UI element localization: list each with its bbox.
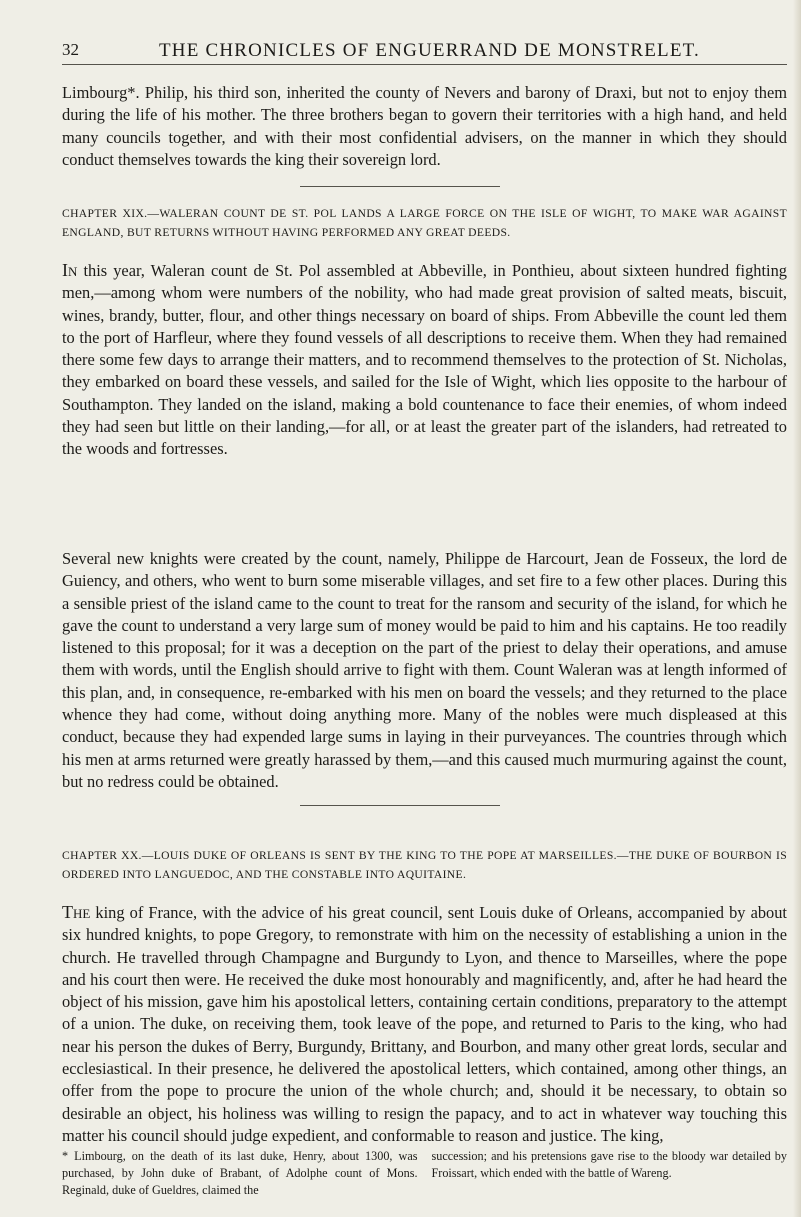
- opening-paragraph: Limbourg*. Philip, his third son, inherited the county of Nevers and barony of Draxi, but not to enjoy them during the life of his mother. The three brothers began to govern their territories with a high hand, and held many councils together, and with their most confidential advisers, on the manner in which they should conduct themselves towards the king their sovereign lord.: [62, 83, 787, 169]
- section-divider: [300, 805, 500, 806]
- paragraph-text: this year, Waleran count de St. Pol assembled at Abbeville, in Ponthieu, about sixteen hundred fighting men,—among whom were numbers of the nobility, who had made great provision of salted meats, biscuit, wines, brandy, butter, flour, and other things necessary on board of ships. From Abbeville the count led them to the port of Harfleur, where they found vessels of all descriptions to receive them. When they had remained there some few days to arrange their matters, and to recommend themselves to the protection of St. Nicholas, they embarked on board these vessels, and sailed for the Isle of Wight, which lies opposite to the harbour of Southampton. They landed on the island, making a bold countenance to face their enemies, of whom indeed they had seen but little on their landing,—for all, or at least the greater part of the islanders, had retreated to the woods and fortresses.: [62, 261, 787, 459]
- chapter-19-paragraph-1: [62, 259, 787, 461]
- chapter-19-heading: CHAPTER XIX.—WALERAN COUNT DE ST. POL LANDS A LARGE FORCE ON THE ISLE OF WIGHT, TO MAKE WAR AGAINST ENGLAND, BUT RETURNS WITHOUT HAVING PERFORMED ANY GREAT DEEDS.: [62, 207, 787, 239]
- running-title: THE CHRONICLES OF ENGUERRAND DE MONSTRELET.: [158, 40, 701, 61]
- page-number: 32: [62, 40, 79, 59]
- footnote-right-column: succession; and his pretensions gave rise to the bloody war detailed by Froissart, which ended with the battle of Wareng.: [431, 1149, 787, 1180]
- page-edge-shadow: [793, 0, 801, 1217]
- lead-word: The: [62, 902, 91, 922]
- footnote-left-column: * Limbourg, on the death of its last duke, Henry, about 1300, was purchased, by John duke of Brabant, of Adolphe count of Mons. Reginald, duke of Gueldres, claimed the: [62, 1149, 418, 1197]
- chapter-19-paragraph-2: Several new knights were created by the count, namely, Philippe de Harcourt, Jean de Fosseux, the lord de Guiency, and others, who went to burn some miserable villages, and set fire to a few other places. During this a sensible priest of the island came to the count to treat for the ransom and security of the island, for which he gave the count to understand a very large sum of money would be paid to him and his captains. He too readily listened to this proposal; for it was a deception on the part of the priest to delay their operations, and amuse them with words, until the English should arrive to fight with them. Count Waleran was at length informed of this plan, and, in consequence, re-embarked with his men on board the vessels; and they returned to the place whence they had come, without doing anything more. Many of the nobles were much displeased at this conduct, because they had expended large sums in laying in their purveyances. The countries through which his men at arms returned were greatly harassed by them,—and this caused much murmuring against the count, but no redress could be obtained.: [62, 549, 787, 791]
- chapter-20-heading: CHAPTER XX.—LOUIS DUKE OF ORLEANS IS SENT BY THE KING TO THE POPE AT MARSEILLES.—THE DUKE OF BOURBON IS ORDERED INTO LANGUEDOC, AND THE CONSTABLE INTO AQUITAINE.: [62, 849, 787, 881]
- lead-word: In: [62, 260, 78, 280]
- page-header: [62, 34, 787, 65]
- chapter-20-paragraph: [62, 901, 787, 1147]
- footnote: [62, 1148, 787, 1198]
- paragraph-text: king of France, with the advice of his great council, sent Louis duke of Orleans, accompanied by about six hundred knights, to pope Gregory, to remonstrate with him on the necessity of establishing a union in the church. He travelled through Champagne and Burgundy to Lyon, and thence to Marseilles, where the pope and his court then were. He received the duke most honourably and magnificently, and, after he had heard the object of his mission, gave him his apostolical letters, containing certain conditions, preparatory to the attempt of a union. The duke, on receiving them, took leave of the pope, and returned to Paris to the king, who had near his person the dukes of Berry, Burgundy, Brittany, and Bourbon, and many other great lords, secular and ecclesiastical. In their presence, he delivered the apostolical letters, which contained, among other things, an offer from the pope to procure the union of the whole church; and, should it be necessary, to obtain so desirable an object, his holiness was willing to resign the papacy, and to act in whatever way touching this matter his council should judge expedient, and conformable to reason and justice. The king,: [62, 903, 787, 1145]
- section-divider: [300, 186, 500, 187]
